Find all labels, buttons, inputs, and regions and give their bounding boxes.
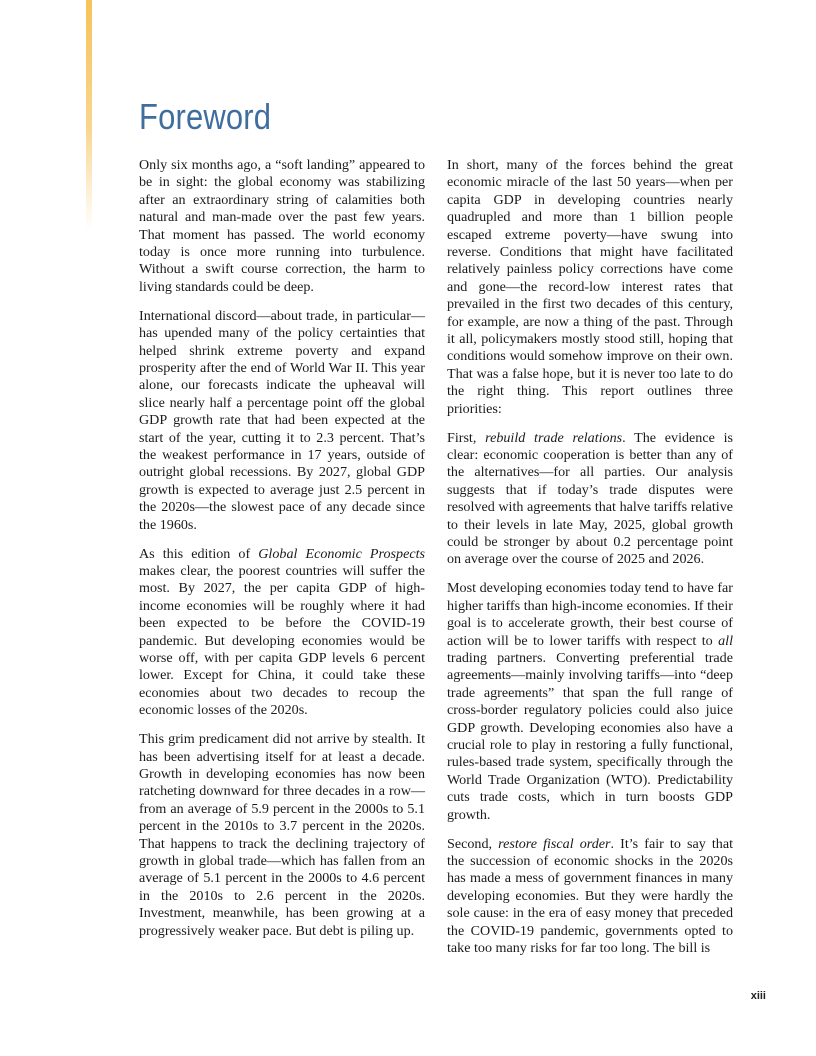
page-number: xiii — [750, 990, 766, 1002]
paragraph: This grim predicament did not arrive by stealth. It has been advertising itself for at least a decade. Growth in developing economies has now been ratcheting downward for three decades in a row—from an average of 5.9 percent in the 2000s to 5.1 percent in the 2010s to 3.7 percent in the 2020s. That happens to track the declining trajectory of growth in global trade—which has fallen from an average of 5.1 percent in the 2000s to 4.6 percent in the 2010s to 2.6 percent in the 2020s. Investment, meanwhile, has been growing at a progressively weaker pace. But debt is piling up. — [139, 731, 425, 939]
right-column — [447, 157, 733, 957]
priority-italic: restore fiscal order — [498, 835, 611, 852]
paragraph: Only six months ago, a “soft landing” appeared to be in sight: the global economy was stabilizing after an extraordinary string of calamities both natural and man-made over the past few years. That moment has passed. The world economy today is once more running into turbulence. Without a swift course correction, the harm to living standards could be deep. — [139, 157, 425, 295]
paragraph: As this edition of Global Economic Prospects makes clear, the poorest countries will suffer the most. By 2027, the per capita GDP of high-income economies will be roughly where it had been expected to be before the COVID-19 pandemic. But developing economies would be worse off, with per capita GDP levels 6 percent lower. Except for China, it could take these economies about two decades to recoup the economic losses of the 2020s. — [139, 545, 425, 719]
page-title: Foreword — [139, 96, 272, 137]
left-column — [139, 157, 425, 940]
paragraph: Second, restore fiscal order. It’s fair to say that the succession of economic shocks in the 2020s has made a mess of government finances in many developing economies. But they were hardly the sole cause: in the era of easy money that preceded the COVID-19 pandemic, governments opted to take too many risks for far too long. The bill is — [447, 835, 733, 956]
paragraph: First, rebuild trade relations. The evidence is clear: economic cooperation is better than any of the alternatives—for all parties. Our analysis suggests that if today’s trade disputes were resolved with agreements that halve tariffs relative to their levels in late May, 2025, global growth could be stronger by about 0.2 percentage point on average over the course of 2025 and 2026. — [447, 429, 733, 568]
accent-bar — [86, 0, 92, 230]
priority-italic: rebuild trade relations — [485, 429, 623, 446]
paragraph: Most developing economies today tend to have far higher tariffs than high-income economies. If their goal is to accelerate growth, their best course of action will be to lower tariffs with respect to all trading partners. Converting preferential trade agreements—mainly involving tariffs—into “deep trade agreements” that span the full range of cross-border regulatory policies could also juice GDP growth. Developing economies also have a crucial role to play in restoring a fully functional, rules-based trade system, specifically through the World Trade Organization (WTO). Predictability cuts trade costs, which in turn boosts GDP growth. — [447, 580, 733, 823]
report-title-italic: Global Economic Prospects — [258, 545, 425, 562]
paragraph: International discord—about trade, in particular—has upended many of the policy certainties that helped shrink extreme poverty and expand prosperity after the end of World War II. This year alone, our forecasts indicate the upheaval will slice nearly half a percentage point off the global GDP growth rate that had been expected at the start of the year, cutting it to 2.3 percent. That’s the weakest performance in 17 years, outside of outright global recessions. By 2027, global GDP growth is expected to average just 2.5 percent in the 2020s—the slowest pace of any decade since the 1960s. — [139, 307, 425, 533]
paragraph: In short, many of the forces behind the great economic miracle of the last 50 years—when per capita GDP in developing countries nearly quadrupled and more than 1 billion people escaped extreme poverty—have swung into reverse. Conditions that might have facilitated relatively painless policy corrections have come and gone—the record-low interest rates that prevailed in the first two decades of this century, for example, are now a thing of the past. Through it all, policymakers mostly stood still, hoping that conditions would somehow improve on their own. That was a false hope, but it is never too late to do the right thing. This report outlines three priorities: — [447, 157, 733, 417]
emphasis-italic: all — [718, 632, 733, 649]
